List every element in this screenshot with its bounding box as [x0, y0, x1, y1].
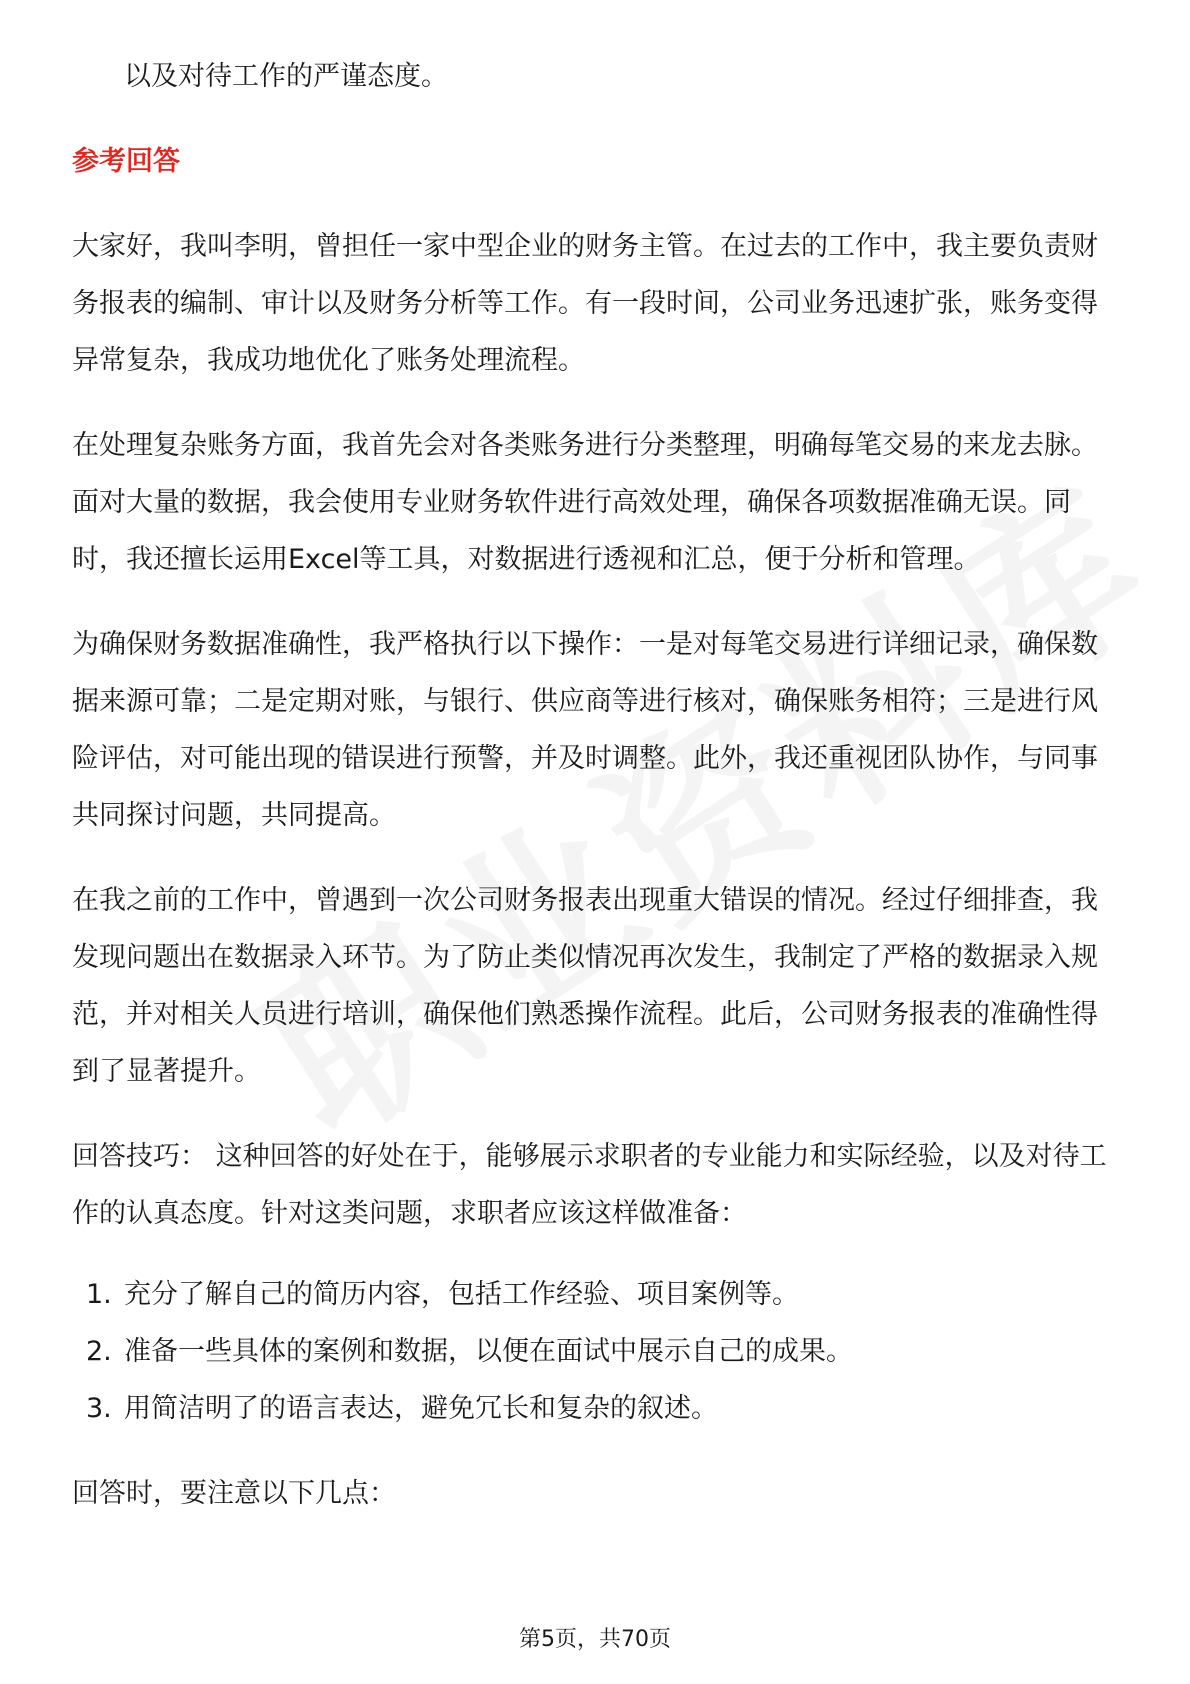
paragraph-1: 大家好，我叫李明，曾担任一家中型企业的财务主管。在过去的工作中，我主要负责财务报表的编制、审计以及财务分析等工作。有一段时间，公司业务迅速扩张，账务变得异常复杂，我成功地优化了账务处理流程。: [72, 231, 1098, 376]
tips-list: [72, 1266, 1122, 1437]
list-item: [72, 1323, 1122, 1380]
paragraph-3: 为确保财务数据准确性，我严格执行以下操作：一是对每笔交易进行详细记录，确保数据来源可靠；二是定期对账，与银行、供应商等进行核对，确保账务相符；三是进行风险评估，对可能出现的错误进行预警，并及时调整。此外，我还重视团队协作，与同事共同探讨问题，共同提高。: [72, 629, 1098, 831]
page-content: [72, 48, 1122, 1522]
list-item-text: 充分了解自己的简历内容，包括工作经验、项目案例等。: [124, 1279, 799, 1310]
list-item-number: 3.: [86, 1393, 112, 1424]
page-footer: 第5页，共70页: [519, 1627, 671, 1652]
tips-paragraph: 回答技巧： 这种回答的好处在于，能够展示求职者的专业能力和实际经验，以及对待工作的认真态度。针对这类问题，求职者应该这样做准备：: [72, 1141, 1107, 1229]
list-item-text: 准备一些具体的案例和数据，以便在面试中展示自己的成果。: [124, 1336, 853, 1367]
list-item-number: 2.: [86, 1336, 112, 1367]
list-item-number: 1.: [86, 1279, 112, 1310]
paragraph-4: 在我之前的工作中，曾遇到一次公司财务报表出现重大错误的情况。经过仔细排查，我发现问题出在数据录入环节。为了防止类似情况再次发生，我制定了严格的数据录入规范，并对相关人员进行培训，确保他们熟悉操作流程。此后，公司财务报表的准确性得到了显著提升。: [72, 885, 1098, 1087]
section-heading: 参考回答: [72, 146, 180, 177]
list-item: [72, 1380, 1122, 1437]
list-item: [72, 1266, 1122, 1323]
closing-line: 回答时，要注意以下几点：: [72, 1478, 396, 1509]
intro-line: 以及对待工作的严谨态度。: [124, 61, 448, 92]
paragraph-2: 在处理复杂账务方面，我首先会对各类账务进行分类整理，明确每笔交易的来龙去脉。面对大量的数据，我会使用专业财务软件进行高效处理，确保各项数据准确无误。同时，我还擅长运用Excel等工具，对数据进行透视和汇总，便于分析和管理。: [72, 430, 1098, 575]
list-item-text: 用简洁明了的语言表达，避免冗长和复杂的叙述。: [124, 1393, 718, 1424]
